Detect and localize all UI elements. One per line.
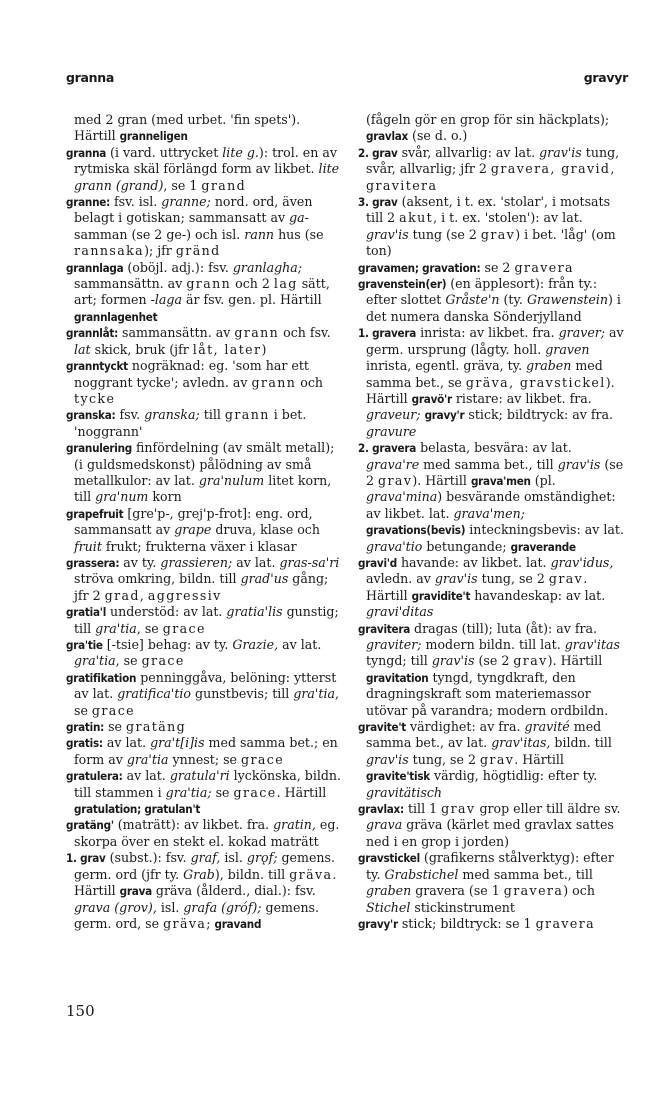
entry-italic-word: grǫf;: [246, 850, 278, 866]
entry-italic-word: grav'is: [539, 144, 582, 160]
entry-italic-word: gratia'lis: [226, 604, 283, 620]
entry-text: , se: [115, 653, 142, 669]
entry-text: korn: [148, 489, 182, 505]
entry-italic-word: Gråste'n: [445, 292, 500, 308]
entry-text: tyngd; till: [366, 653, 432, 669]
entry-headword: grava: [119, 884, 152, 899]
entry-text: (aksent, i t. ex. 'stolar', i motsats till 2: [366, 194, 611, 226]
entry-cross-reference: aggressiv: [147, 587, 222, 603]
dictionary-entry: [358, 850, 628, 916]
entry-text: värdighet: av fra.: [406, 719, 525, 735]
entry-text: av lat.: [232, 554, 280, 570]
entry-text: lyckönska, bildn. till stammen i: [74, 768, 342, 800]
left-column: [66, 112, 345, 932]
entry-text: fsv. isl.: [110, 194, 162, 210]
entry-cross-reference: grann: [251, 374, 297, 390]
dictionary-entry: [66, 325, 345, 358]
entry-italic-word: lat: [74, 341, 91, 357]
entry-text: ) besvärande omständighet: av likbet. lat.: [366, 489, 616, 521]
entry-cross-reference: grace: [233, 784, 277, 800]
entry-cross-reference: grace: [141, 653, 185, 669]
entry-italic-word: grava'men;: [453, 505, 525, 521]
entry-headword: 3. grav: [358, 195, 398, 210]
entry-headword: gravamen; gravation:: [358, 260, 481, 275]
dictionary-entry: [66, 604, 345, 637]
dictionary-entry: [358, 194, 628, 260]
entry-italic-word: grav'is: [366, 751, 409, 767]
entry-italic-word: gra'tia: [74, 653, 116, 669]
entry-text: till: [199, 407, 225, 423]
entry-headword: grannlåt:: [66, 326, 119, 341]
entry-text: med samma bet.; en form av: [74, 735, 338, 767]
dictionary-entry: [66, 637, 345, 670]
entry-text: svår, allvarlig: av lat.: [397, 144, 540, 160]
entry-text: ) i bet. 'låg' (om ton): [366, 226, 616, 259]
entry-italic-word: gratifica'tio: [117, 686, 192, 702]
entry-cross-reference: gräva: [163, 915, 207, 931]
entry-text: modern bildn. till lat.: [421, 637, 565, 652]
entry-italic-word: graf,: [190, 850, 221, 866]
entry-italic-word: grava: [366, 817, 403, 833]
entry-italic-word: lite grann (grand): [74, 161, 340, 193]
dictionary-entry: [66, 817, 345, 850]
dictionary-entry: [358, 145, 628, 194]
entry-text: stick; bildtryck: se 1: [397, 915, 536, 931]
entry-text: ströva omkring, bildn. till: [74, 571, 241, 587]
entry-text: värdig, högtidlig: efter ty.: [429, 768, 598, 784]
entry-headword: gravlax: [366, 129, 409, 144]
entry-text: ), bildn. till: [214, 866, 290, 882]
dictionary-entry: [358, 719, 628, 801]
entry-text: gräva (kärlet med gravlax sattes ned i en grop i jorden): [366, 817, 614, 849]
entry-headword: grannlaga: [66, 260, 124, 275]
entry-text: är fsv. gen. pl. Härtill: [181, 292, 322, 308]
entry-italic-word: grav'is: [557, 456, 601, 472]
entry-italic-word: granlagha;: [232, 259, 303, 275]
entry-italic-word: grav'itas: [564, 637, 620, 652]
entry-text: gunstbevis; till: [191, 686, 294, 702]
entry-italic-word: gra'tia: [293, 686, 335, 702]
header-last-word: gravyr: [583, 70, 628, 85]
entry-italic-word: graveur;: [366, 407, 421, 423]
entry-cross-reference: akut: [399, 210, 434, 226]
entry-headword: gratulation; gratulan't: [74, 802, 201, 817]
dictionary-entry: [66, 670, 345, 719]
entry-text: . Härtill: [514, 751, 564, 767]
entry-text: sammansättn. av: [118, 325, 235, 341]
entry-text: . Härtill: [74, 866, 337, 899]
entry-cross-reference: grace: [240, 751, 285, 767]
entry-headword: gravlax:: [358, 802, 404, 817]
entry-italic-word: gra'tia: [95, 620, 137, 636]
entry-headword: gravite't: [358, 720, 407, 735]
dictionary-entry: [66, 768, 345, 817]
entry-text: ). Härtill: [547, 653, 603, 669]
entry-italic-word: gravi'ditas: [366, 604, 434, 620]
entry-italic-word: graviter;: [366, 637, 422, 652]
entry-headword: graviditе't: [411, 588, 471, 603]
entry-text: ); jfr: [144, 243, 176, 259]
dictionary-entry: [358, 112, 628, 145]
dictionary-entry: [66, 850, 345, 932]
entry-text: med samma bet., se: [366, 358, 603, 390]
entry-italic-word: grafa (gróf);: [183, 899, 262, 915]
entry-headword: 1. gravera: [358, 326, 417, 341]
entry-cross-reference: grav: [480, 226, 516, 242]
entry-text: med 2 gran (med urbet. 'fin spets'). Härtill: [74, 112, 301, 144]
entry-headword: granska:: [66, 408, 116, 423]
entry-text: ): [261, 341, 267, 357]
entry-headword: gratulera:: [66, 769, 123, 784]
entry-italic-word: gra'tia: [126, 751, 169, 767]
entry-text: isl.: [156, 899, 184, 915]
dictionary-entry: [66, 735, 345, 768]
dictionary-entry: [66, 719, 345, 735]
entry-text: och: [296, 374, 324, 390]
entry-italic-word: grav'is: [431, 653, 475, 669]
dictionary-entry: [358, 801, 628, 850]
entry-text: se 2: [480, 259, 515, 275]
entry-text: tung, svår, allvarlig; jfr 2: [366, 144, 620, 177]
entry-text: se: [104, 719, 126, 735]
entry-text: (se 2: [366, 456, 624, 488]
entry-cross-reference: grace: [91, 702, 136, 718]
entry-headword: grannlagenhet: [74, 309, 158, 324]
entry-cross-reference: grav: [479, 751, 515, 767]
entry-text: havande: av likbet. lat.: [396, 554, 551, 570]
entry-text: understöd: av lat.: [106, 604, 227, 620]
entry-headword: gravitera: [358, 621, 411, 636]
entry-text: av germ. ursprung (lågty. holl.: [366, 325, 624, 357]
entry-cross-reference: grad: [104, 587, 140, 603]
entry-text: (en äpplesort): från ty.: efter slottet: [366, 276, 598, 308]
page-number: 150: [66, 1002, 95, 1020]
entry-text: av lat.: [102, 735, 151, 751]
entry-text: , i t. ex. 'stolen'): av lat.: [433, 210, 583, 226]
dictionary-entry: [358, 621, 628, 719]
entry-text: gräva (ålderd., dial.): fsv.: [151, 883, 316, 899]
entry-text: tyngd, tyngdkraft, den dragningskraft som materiemassor utövar på varandra; modern ordbildn.: [366, 669, 609, 718]
entry-text: . Härtill: [366, 571, 588, 603]
dictionary-entry: [358, 276, 628, 325]
entry-text: finfördelning (av smält metall); (i guldsmedskonst) pålödning av små metallkulor: av lat.: [74, 440, 335, 488]
entry-text: [gre'p-, grej'p-frot]: eng. ord, sammansatt av: [74, 505, 313, 538]
dictionary-entry: [66, 506, 345, 555]
dictionary-entry: [66, 555, 345, 604]
entry-cross-reference: grav: [548, 571, 584, 587]
entry-italic-word: gras-sa'ri: [279, 554, 340, 570]
right-column: [358, 112, 628, 932]
entry-text: . Härtill: [276, 784, 327, 800]
entry-headword: 1. grav: [66, 851, 106, 866]
entry-headword: gravö'r: [411, 391, 452, 406]
entry-text: (maträtt): av likbet. fra.: [113, 817, 274, 833]
entry-italic-word: Grabstichel: [384, 866, 459, 882]
entry-text: (i vard. uttrycket: [106, 144, 223, 160]
entry-headword: gratäng': [66, 818, 114, 833]
entry-text: isl.: [220, 850, 247, 866]
entry-text: druva, klase och: [211, 522, 320, 538]
entry-headword: gratin:: [66, 720, 105, 735]
entry-text: belasta, besvära: av lat.: [416, 440, 572, 456]
header-first-word: granna: [66, 70, 114, 85]
entry-italic-word: ga-: [289, 210, 309, 226]
entry-headword: granulering: [66, 441, 133, 456]
dictionary-entry: [358, 555, 628, 621]
entry-text: med samma bet., av lat.: [366, 719, 602, 751]
entry-headword: gratifikation: [66, 670, 137, 685]
entry-text: ): trol. en av rytmiska skäl förlängd form av likbet.: [74, 144, 337, 177]
entry-text: (pl.: [530, 472, 556, 488]
dictionary-entry: [358, 260, 628, 276]
entry-text: [-tsie] behag: av ty.: [102, 637, 233, 652]
entry-cross-reference: gräva: [289, 866, 333, 882]
entry-italic-word: gra'nulum: [198, 472, 265, 488]
entry-text: tung, se 2: [408, 751, 480, 767]
entry-text: , se: [74, 686, 340, 718]
entry-headword: gravy'r: [358, 916, 398, 931]
entry-text: (grafikerns stålverktyg): efter ty.: [366, 850, 614, 882]
dictionary-entry: [358, 916, 628, 932]
entry-cross-reference: gräva, gravstickel: [465, 374, 606, 390]
entry-text: sammansättn. av: [74, 276, 187, 292]
entry-text: med samma bet., till: [458, 866, 593, 882]
dictionary-entry: [66, 440, 345, 506]
entry-text: och fsv.: [279, 325, 331, 341]
entry-italic-word: grava (grov),: [74, 899, 157, 915]
entry-cross-reference: grann: [224, 407, 270, 423]
entry-italic-word: fruit: [74, 538, 102, 554]
entry-italic-word: grape: [174, 522, 212, 538]
entry-text: , se 1: [163, 177, 202, 193]
entry-text: stickinstrument: [410, 899, 515, 915]
dictionary-entry: [66, 407, 345, 440]
entry-italic-word: graben: [366, 883, 412, 899]
entry-cross-reference: tycke: [74, 390, 116, 406]
entry-cross-reference: grav: [441, 801, 476, 817]
dictionary-entry: [66, 260, 345, 326]
entry-cross-reference: grav: [513, 653, 548, 669]
entry-text: ;: [206, 915, 215, 931]
entry-cross-reference: gratäng: [126, 719, 187, 735]
entry-italic-word: gratula'ri: [169, 768, 230, 784]
entry-italic-word: graben: [526, 358, 572, 374]
entry-headword: granne:: [66, 195, 111, 210]
entry-italic-word: grassieren;: [160, 554, 233, 570]
entry-text: , se: [136, 620, 163, 636]
entry-text: inrista, egentl. gräva, ty.: [366, 358, 527, 374]
entry-text: gunstig; till: [74, 604, 339, 636]
dictionary-entry: [66, 145, 345, 194]
entry-headword: gravite'tisk: [366, 769, 430, 784]
entry-text: bildn. till: [550, 735, 612, 751]
entry-cross-reference: gravera: [514, 259, 574, 275]
entry-text: (subst.): fsv.: [105, 850, 191, 866]
entry-italic-word: graver;: [558, 325, 606, 341]
entry-italic-word: graven: [545, 341, 590, 357]
entry-headword: gravstickel: [358, 851, 420, 866]
entry-headword: gratia'l: [66, 605, 107, 620]
entry-cross-reference: lag: [273, 276, 298, 292]
entry-headword: gravy'r: [424, 408, 465, 423]
entry-italic-word: gra'tia;: [165, 784, 212, 800]
entry-text: fsv.: [115, 407, 145, 423]
entry-text: (fågeln gör en grop för sin häckplats);: [366, 112, 610, 127]
entry-italic-word: grava're: [366, 456, 420, 472]
entry-italic-word: rann: [244, 226, 275, 242]
entry-text: gemens. germ. ord, se: [74, 899, 320, 931]
entry-text: litet korn, till: [74, 472, 332, 505]
dictionary-entry: [358, 325, 628, 440]
entry-headword: gravitation: [366, 670, 429, 685]
entry-text: nogräknad: eg. 'som har ett noggrant tycke'; avledn. av: [74, 358, 309, 390]
entry-cross-reference: gravera, gravid, gravitera: [366, 161, 616, 193]
entry-text: tung (se 2: [408, 226, 481, 242]
entry-text: (se 2: [474, 653, 514, 669]
entry-italic-word: grav'is: [366, 226, 409, 242]
entry-text: betungande;: [422, 538, 511, 554]
entry-italic-word: Grazie,: [232, 637, 279, 652]
entry-headword: granna: [66, 145, 107, 160]
entry-text: stick; bildtryck: av fra.: [464, 407, 614, 423]
entry-text: (ty.: [499, 292, 527, 308]
entry-text: eg. skorpa över en stekt el. kokad maträtt: [74, 817, 340, 849]
entry-cross-reference: grace: [162, 620, 206, 636]
entry-text: ,: [139, 587, 148, 603]
entry-cross-reference: grann: [186, 276, 232, 292]
entry-italic-word: granne;: [161, 194, 211, 210]
entry-cross-reference: gravera: [503, 883, 564, 899]
entry-text: av lat.: [278, 637, 322, 652]
entry-text: penninggåva, belöning: ytterst av lat.: [74, 669, 337, 702]
entry-italic-word: gra'num: [95, 489, 149, 505]
entry-text: (se d. o.): [408, 128, 468, 144]
entry-text: grop eller till äldre sv.: [475, 801, 621, 817]
entry-italic-word: gravure: [366, 423, 417, 439]
entry-italic-word: grav'idus,: [550, 554, 614, 570]
entry-italic-word: gravité: [524, 719, 570, 735]
entry-text: av lat.: [122, 768, 170, 784]
entry-text: ristare: av likbet. fra.: [451, 390, 592, 406]
entry-italic-word: Stichel: [366, 899, 411, 915]
dictionary-entry: [66, 112, 345, 145]
entry-text: tung, se 2: [477, 571, 549, 587]
entry-text: ) i det numera danska Sönderjylland: [366, 292, 621, 324]
entry-text: gravera (se 1: [411, 883, 504, 899]
entry-text: med samma bet., till: [419, 456, 558, 472]
entry-text: dragas (till); luta (åt): av fra.: [410, 620, 598, 636]
entry-headword: granntyckt: [66, 359, 128, 374]
entry-italic-word: -laga: [150, 292, 182, 308]
entry-text: skick, bruk (jfr: [90, 341, 193, 357]
entry-headword: grava'men: [470, 473, 531, 488]
entry-text: ) och: [563, 883, 595, 899]
entry-headword: granneligen: [119, 129, 188, 144]
entry-cross-reference: låt, later: [192, 341, 262, 357]
entry-italic-word: grav'itas,: [491, 735, 551, 751]
entry-text: ). Härtill: [412, 472, 471, 488]
running-header: [66, 70, 628, 86]
entry-text: nord. ord, även belagt i gotiskan; sammansatt av: [74, 194, 313, 226]
entry-text: inteckningsbevis: av lat.: [465, 522, 624, 538]
entry-text: till 1: [403, 801, 442, 817]
entry-cross-reference: grann: [234, 325, 280, 341]
entry-cross-reference: grav: [378, 472, 413, 488]
entry-text: ). Härtill: [366, 374, 615, 406]
entry-headword: grassera:: [66, 555, 120, 570]
entry-text: gemens. germ. ord (jfr ty.: [74, 850, 335, 882]
entry-text: hus (se: [274, 226, 324, 242]
entry-italic-word: Grab: [183, 866, 215, 882]
entry-text: (oböjl. adj.): fsv.: [123, 259, 233, 275]
dictionary-entry: [66, 194, 345, 260]
entry-italic-word: gravitätisch: [366, 784, 443, 800]
entry-headword: 2. grav: [358, 145, 398, 160]
entry-text: i bet. 'noggrann': [74, 407, 307, 439]
entry-italic-word: lite g.: [222, 144, 259, 160]
entry-text: havandeskap: av lat.: [470, 587, 606, 603]
entry-text: inrista: av likbet. fra.: [416, 325, 559, 341]
entry-headword: graverande: [510, 539, 576, 554]
entry-text: av ty.: [119, 554, 161, 570]
entry-italic-word: grad'us: [240, 571, 289, 587]
entry-italic-word: granska;: [144, 407, 200, 423]
entry-text: se: [211, 784, 234, 800]
entry-headword: gravations(bevis): [366, 523, 466, 538]
dictionary-entry: [358, 440, 628, 555]
entry-text: frukt; frukterna växer i klasar: [101, 538, 297, 554]
entry-text: ynnest; se: [168, 751, 241, 767]
entry-text: och 2: [231, 276, 274, 292]
entry-text: samman (se 2 ge-) och isl.: [74, 226, 245, 242]
entry-text: gång; jfr 2: [74, 571, 329, 603]
entry-headword: gra'tie: [66, 638, 103, 652]
entry-headword: gravi'd: [358, 555, 397, 570]
entry-headword: gravenstein(er): [358, 277, 447, 292]
entry-italic-word: grava'tio: [366, 538, 423, 554]
entry-headword: grapefruit: [66, 506, 124, 521]
entry-headword: gravand: [214, 916, 262, 931]
entry-italic-word: Grawenstein: [526, 292, 609, 308]
entry-cross-reference: gränd: [175, 243, 221, 259]
entry-cross-reference: rannsaka: [74, 243, 145, 259]
entry-italic-word: gratin,: [273, 817, 316, 833]
entry-italic-word: grav'is: [434, 571, 478, 587]
entry-headword: gratis:: [66, 736, 103, 751]
entry-italic-word: grava'mina: [366, 489, 438, 505]
entry-text: sätt, art; formen: [74, 276, 330, 308]
entry-cross-reference: gravera: [535, 915, 596, 931]
entry-headword: 2. gravera: [358, 441, 417, 456]
entry-italic-word: gra't[i]is: [150, 735, 205, 751]
entry-text: avledn. av: [366, 571, 435, 587]
entry-cross-reference: grand: [201, 177, 247, 193]
dictionary-entry: [66, 358, 345, 407]
